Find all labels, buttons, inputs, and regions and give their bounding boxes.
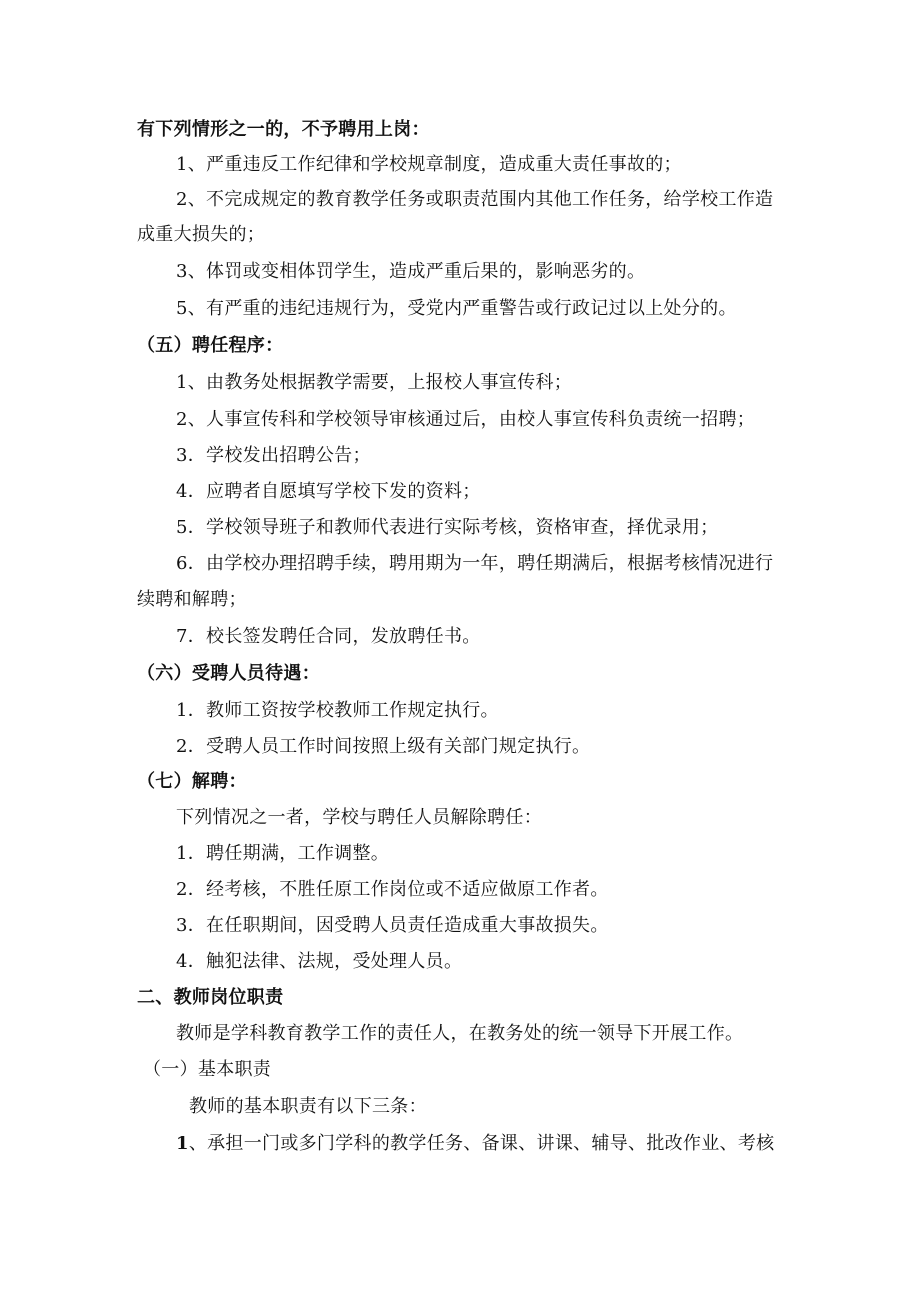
paragraph-line: 1．聘任期满，工作调整。: [176, 843, 390, 864]
paragraph-line: 成重大损失的；: [137, 224, 266, 245]
heading-no-hire-conditions: 有下列情形之一的，不予聘用上岗：: [137, 119, 430, 140]
paragraph-line: 续聘和解聘；: [137, 589, 247, 610]
paragraph-line: 6．由学校办理招聘手续，聘用期为一年，聘任期满后，根据考核情况进行: [176, 553, 774, 574]
paragraph-line: 2、人事宣传科和学校领导审核通过后，由校人事宣传科负责统一招聘；: [176, 409, 756, 430]
paragraph-line: 5、有严重的违纪违规行为，受党内严重警告或行政记过以上处分的。: [176, 298, 737, 319]
paragraph-line: 3．学校发出招聘公告；: [176, 445, 371, 466]
section-heading-teacher-duties: 二、教师岗位职责: [137, 987, 284, 1008]
paragraph-line: 2．受聘人员工作时间按照上级有关部门规定执行。: [176, 736, 591, 757]
paragraph-line: 5．学校领导班子和教师代表进行实际考核，资格审查，择优录用；: [176, 517, 719, 538]
subsection-heading-basic-duties: （一）基本职责: [143, 1059, 272, 1080]
paragraph-line: 4．触犯法律、法规，受处理人员。: [176, 951, 463, 972]
paragraph-line: [0, 1126, 920, 1162]
paragraph-line: 7．校长签发聘任合同，发放聘任书。: [176, 626, 481, 647]
paragraph-line: 2、不完成规定的教育教学任务或职责范围内其他工作任务，给学校工作造: [176, 189, 774, 210]
paragraph-line: 2．经考核，不胜任原工作岗位或不适应做原工作者。: [176, 879, 609, 900]
paragraph-line: 3．在任职期间，因受聘人员责任造成重大事故损失。: [176, 915, 609, 936]
paragraph-line: 1、由教务处根据教学需要，上报校人事宣传科；: [176, 372, 573, 393]
paragraph-line: 4．应聘者自愿填写学校下发的资料；: [176, 481, 481, 502]
list-number: 1: [176, 1133, 189, 1154]
paragraph-line: 1．教师工资按学校教师工作规定执行。: [176, 700, 499, 721]
list-text: 、承担一门或多门学科的教学任务、备课、讲课、辅导、批改作业、考核: [188, 1133, 775, 1154]
paragraph-line: 教师的基本职责有以下三条：: [189, 1096, 427, 1117]
section-heading-staff-benefits: （六）受聘人员待遇：: [137, 663, 320, 684]
section-heading-dismissal: （七）解聘：: [137, 771, 247, 792]
paragraph-line: 下列情况之一者，学校与聘任人员解除聘任：: [176, 807, 542, 828]
section-heading-hiring-procedure: （五）聘任程序：: [137, 335, 284, 356]
paragraph-line: 1、严重违反工作纪律和学校规章制度，造成重大责任事故的；: [176, 154, 682, 175]
paragraph-line: 3、体罚或变相体罚学生，造成严重后果的，影响恶劣的。: [176, 261, 646, 282]
paragraph-line: 教师是学科教育教学工作的责任人，在教务处的统一领导下开展工作。: [176, 1023, 744, 1044]
